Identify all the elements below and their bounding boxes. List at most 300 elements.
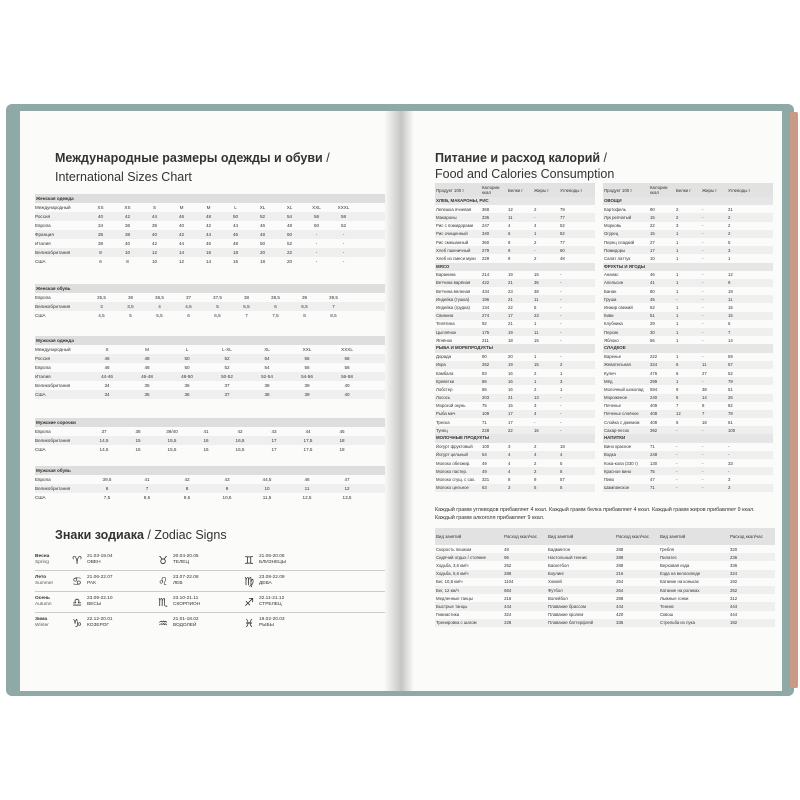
food-row: [435, 475, 595, 483]
food-value: 100: [728, 427, 736, 433]
header-cell: Расход ккал/час: [616, 534, 649, 539]
food-value: 408: [650, 419, 658, 425]
size-value: 8,5: [330, 313, 337, 318]
food-value: -: [702, 444, 704, 450]
food-name: Хлеб из смеси муки: [436, 255, 476, 261]
food-value: 1: [534, 378, 537, 384]
zodiac-row: [35, 591, 385, 612]
size-value: 46: [104, 365, 110, 370]
size-value: 6: [105, 486, 109, 491]
size-section-mens-shirts: [35, 418, 385, 454]
size-row: [35, 427, 385, 436]
size-value: 20: [286, 259, 293, 264]
activity-name: Бег, 12 км/ч: [436, 587, 459, 593]
food-value: 203: [482, 395, 490, 401]
size-value: 50: [259, 241, 266, 246]
activity-kcal: 324: [504, 612, 512, 618]
food-value: 47: [650, 476, 655, 482]
size-value: 39/40: [166, 429, 178, 434]
food-value: 1: [534, 354, 537, 360]
food-value: -: [702, 452, 704, 458]
zodiac-name: КОЗЕРОГ: [87, 623, 109, 628]
food-value: 77: [560, 214, 565, 220]
season-ru: Зима: [35, 617, 48, 622]
food-value: 5: [534, 305, 537, 311]
size-value: 10: [264, 486, 270, 491]
activity-row: [435, 611, 547, 619]
activity-header: [659, 528, 775, 545]
food-value: 90: [650, 206, 655, 212]
food-value: -: [676, 452, 678, 458]
activity-name: Хоккей: [548, 579, 562, 585]
food-table-header: [603, 183, 773, 197]
food-value: 4: [508, 460, 511, 466]
food-name: Картофель: [604, 206, 627, 212]
food-value: -: [702, 296, 704, 302]
food-value: 15: [508, 403, 513, 409]
food-value: 2: [728, 214, 731, 220]
food-value: 92: [482, 321, 487, 327]
food-row: [435, 443, 595, 451]
activity-kcal: 684: [504, 587, 512, 593]
size-value: 56: [304, 365, 310, 370]
size-value: 35: [151, 223, 158, 228]
activity-row: [547, 553, 659, 561]
food-value: 18: [702, 419, 707, 425]
food-value: -: [702, 476, 704, 482]
size-value: 54: [264, 356, 270, 361]
size-value: 48: [259, 232, 266, 237]
food-value: 22: [508, 305, 513, 311]
activity-row: [659, 561, 775, 569]
size-row: [35, 390, 385, 399]
activity-name: Настольный теннис: [548, 554, 588, 560]
header-cell: Расход ккал/час: [504, 534, 537, 539]
food-value: 175: [482, 329, 490, 335]
food-value: 2: [676, 214, 679, 220]
size-value: XL: [286, 205, 293, 210]
food-value: 2: [534, 370, 537, 376]
food-value: -: [702, 214, 704, 220]
size-value: 50: [286, 232, 293, 237]
food-value: 71: [650, 444, 655, 450]
zodiac-dates: 21.06-22.07: [87, 575, 113, 580]
food-value: 57: [560, 476, 565, 482]
zodiac-dates: 21.05-20.06: [259, 554, 285, 559]
food-value: 299: [650, 378, 658, 384]
size-row: [35, 311, 385, 320]
size-value: L: [234, 205, 237, 210]
size-value: 16,5: [235, 447, 245, 452]
food-value: -: [560, 329, 562, 335]
food-row: [603, 451, 773, 459]
size-row-label: Россия: [35, 356, 51, 361]
food-value: 3: [676, 223, 679, 229]
activity-kcal: 252: [730, 587, 738, 593]
food-value: 1: [676, 231, 679, 237]
food-value: 27: [702, 370, 707, 376]
activity-name: Ходьба, 3,6 км/ч: [436, 562, 469, 568]
food-value: 19: [508, 329, 513, 335]
zodiac-sign: [156, 596, 242, 609]
food-row: [603, 303, 773, 311]
food-value: 78: [728, 411, 733, 417]
food-value: -: [534, 419, 536, 425]
size-row: [35, 381, 385, 390]
food-value: 5: [560, 460, 563, 466]
food-row: [603, 336, 773, 344]
activity-kcal: 336: [616, 620, 624, 626]
section-header: Мужские сорочки: [35, 418, 385, 427]
size-row-label: Международный: [35, 205, 71, 210]
food-value: -: [560, 419, 562, 425]
activity-kcal: 288: [616, 595, 624, 601]
food-value: 83: [482, 370, 487, 376]
food-value: -: [702, 468, 704, 474]
food-name: Индейка (тушка): [436, 296, 470, 302]
food-name: Креветки: [436, 378, 455, 384]
food-value: 1: [534, 321, 537, 327]
food-row: [603, 385, 773, 393]
food-name: Груша: [604, 296, 617, 302]
size-row-label: Великобритания: [35, 250, 71, 255]
size-value: 43: [224, 477, 230, 482]
size-value: 4,5: [98, 313, 105, 318]
size-value: 39: [301, 295, 308, 300]
size-section-womens-clothing: [35, 194, 385, 266]
food-value: 17: [508, 313, 513, 319]
section-header: Мужская обувь: [35, 466, 385, 475]
food-name: Морковь: [604, 223, 622, 229]
size-value: 16: [203, 447, 209, 452]
food-value: -: [676, 485, 678, 491]
food-value: 9: [676, 386, 679, 392]
section-header: Мужская одежда: [35, 336, 385, 345]
food-row: [603, 254, 773, 262]
food-value: 7: [676, 403, 679, 409]
size-row: [35, 212, 385, 221]
food-value: 7: [728, 329, 731, 335]
activity-row: [547, 619, 659, 627]
food-value: 45: [650, 296, 655, 302]
gutter-shadow-right: [402, 111, 414, 691]
food-value: -: [728, 468, 730, 474]
food-value: 1: [676, 329, 679, 335]
size-value: 34: [97, 223, 104, 228]
food-value: -: [560, 354, 562, 360]
size-value: 20: [259, 250, 266, 255]
size-row: [35, 230, 385, 239]
activity-row: [435, 570, 547, 578]
food-value: -: [702, 460, 704, 466]
zodiac-dates: 23.10-21.11: [173, 596, 199, 601]
size-row-label: Европа: [35, 365, 51, 370]
size-value: 58: [344, 356, 350, 361]
size-value: -: [342, 232, 345, 237]
food-value: 21: [508, 296, 513, 302]
page-edge: [790, 112, 798, 688]
size-value: 39,5: [329, 295, 338, 300]
activity-name: Бадминтон: [548, 546, 571, 552]
size-value: M: [145, 347, 149, 352]
size-value: XXXL: [337, 205, 350, 210]
food-name: Лепешка ячневая: [436, 206, 472, 212]
zodiac-name: ОВЕН: [87, 560, 101, 565]
size-value: 37: [224, 383, 230, 388]
food-value: 1: [676, 337, 679, 343]
size-value: XXXL: [341, 347, 353, 352]
zodiac-dates: 19.02-20.03: [259, 617, 285, 622]
activity-row: [435, 594, 547, 602]
food-row: [603, 320, 773, 328]
size-value: 39: [304, 383, 310, 388]
food-value: -: [702, 305, 704, 311]
activity-name: Сквош: [660, 612, 674, 618]
activity-row: [435, 545, 547, 553]
food-value: 38: [702, 386, 707, 392]
food-value: -: [676, 444, 678, 450]
food-value: 5: [560, 468, 563, 474]
size-value: 48: [205, 214, 212, 219]
food-value: 21: [728, 206, 733, 212]
zodiac-season: [35, 575, 70, 587]
size-value: 36: [127, 295, 134, 300]
food-value: 3: [508, 485, 511, 491]
food-row: [435, 336, 595, 344]
activity-name: Верховая езда: [660, 562, 690, 568]
food-value: 15: [728, 313, 733, 319]
size-value: 44,5: [262, 477, 272, 482]
size-value: 38,5: [271, 295, 280, 300]
activity-header: [547, 528, 659, 545]
size-row: [35, 493, 385, 502]
size-value: 37: [224, 392, 230, 397]
food-value: -: [676, 296, 678, 302]
size-value: 13,5: [342, 495, 352, 500]
food-row: [603, 205, 773, 213]
food-value: 33: [728, 460, 733, 466]
food-value: -: [560, 296, 562, 302]
activity-kcal: 444: [730, 612, 738, 618]
food-value: 6: [728, 321, 731, 327]
size-value: 52-54: [261, 374, 273, 379]
activity-kcal: 252: [504, 562, 512, 568]
food-row: [603, 410, 773, 418]
size-value: 48: [144, 356, 150, 361]
size-value: 38: [243, 295, 250, 300]
header-cell: Белки г: [508, 187, 523, 193]
food-value: 11: [508, 214, 513, 220]
food-row: [435, 287, 595, 295]
zodiac-glyph-icon: ♈: [72, 553, 82, 567]
size-value: 36: [97, 232, 104, 237]
food-value: -: [702, 329, 704, 335]
size-row: [35, 436, 385, 445]
food-value: -: [560, 280, 562, 286]
food-name: Мёд: [604, 378, 613, 384]
food-row: [435, 385, 595, 393]
activity-name: Футбол: [548, 587, 563, 593]
food-value: 392: [650, 427, 658, 433]
zodiac-sign: [70, 554, 156, 567]
food-value: 36: [534, 280, 539, 286]
zodiac-name: ЛЕВ: [173, 581, 183, 586]
section-header: Женская одежда: [35, 194, 385, 203]
food-name: Мороженое: [604, 395, 628, 401]
food-value: 64: [482, 452, 487, 458]
food-value: 2: [534, 255, 537, 261]
size-row-label: Международный: [35, 347, 71, 352]
food-row: [435, 222, 595, 230]
header-cell: Углеводы г: [728, 187, 751, 193]
sizes-subtitle: International Sizes Chart: [55, 170, 192, 184]
size-value: 44: [151, 214, 158, 219]
food-name: Рис смешанный: [436, 239, 469, 245]
food-value: 408: [650, 411, 658, 417]
size-value: 46: [304, 477, 310, 482]
zodiac-text: [87, 596, 113, 608]
food-value: 4: [534, 223, 537, 229]
activity-table-3: [659, 528, 775, 627]
food-value: 17: [508, 411, 513, 417]
size-value: 18: [339, 438, 345, 443]
food-row: [603, 361, 773, 369]
activity-name: Ходьба, 5,6 км/ч: [436, 571, 469, 577]
food-name: Лосось: [436, 395, 451, 401]
size-value: 48-50: [181, 374, 193, 379]
food-value: 3: [728, 247, 731, 253]
size-value: 38: [97, 241, 104, 246]
food-row: [435, 394, 595, 402]
zodiac-sign: [242, 617, 328, 630]
size-row: [35, 354, 385, 363]
food-row: [435, 410, 595, 418]
size-value: 34: [104, 383, 110, 388]
food-value: 3: [534, 403, 537, 409]
food-value: 57: [728, 362, 733, 368]
food-value: 4: [560, 452, 563, 458]
food-value: 11: [728, 296, 733, 302]
activity-kcal: 324: [730, 571, 738, 577]
food-value: 11: [534, 329, 539, 335]
food-value: 6: [676, 370, 679, 376]
zodiac-name: ТЕЛЕЦ: [173, 560, 190, 565]
food-value: 16: [508, 378, 513, 384]
size-value: 14,5: [99, 438, 109, 443]
food-value: 252: [482, 362, 490, 368]
size-value: XL: [259, 205, 266, 210]
food-value: 9: [508, 255, 511, 261]
activity-name: Сидячий отдых / стояние: [436, 554, 486, 560]
size-value: 38: [264, 392, 270, 397]
food-value: 90: [482, 354, 487, 360]
activity-name: Быстрые танцы: [436, 603, 468, 609]
size-value: L: [185, 347, 189, 352]
food-value: 38: [534, 288, 539, 294]
food-value: -: [702, 337, 704, 343]
zodiac-row: [35, 570, 385, 591]
size-value: -: [315, 259, 318, 264]
size-row: [35, 239, 385, 248]
food-value: 222: [650, 354, 658, 360]
food-name: Печенье: [604, 403, 621, 409]
food-row: [603, 246, 773, 254]
food-name: Огурец: [604, 231, 619, 237]
food-value: 71: [650, 485, 655, 491]
size-value: 41: [144, 477, 150, 482]
activity-name: Гребля: [660, 546, 674, 552]
size-value: 50-52: [221, 374, 233, 379]
food-row: [603, 213, 773, 221]
food-value: 7: [702, 411, 705, 417]
zodiac-text: [173, 575, 199, 587]
food-row: [435, 459, 595, 467]
zodiac-dates: 23.09-22.10: [87, 596, 113, 601]
food-value: 75: [482, 403, 487, 409]
size-row-label: США: [35, 392, 46, 397]
food-value: 62: [650, 305, 655, 311]
size-value: 44: [178, 241, 185, 246]
size-value: 56: [304, 356, 310, 361]
activity-name: Баскетбол: [548, 562, 569, 568]
food-value: 211: [482, 337, 489, 343]
food-value: 5: [560, 485, 563, 491]
food-row: [603, 402, 773, 410]
food-name: Лук репчатый: [604, 214, 632, 220]
size-value: 36: [184, 392, 190, 397]
size-value: 40: [124, 241, 131, 246]
food-value: 1: [676, 247, 679, 253]
food-value: 41: [650, 280, 655, 286]
food-row: [435, 451, 595, 459]
zodiac-season: [35, 596, 70, 608]
food-value: 1: [676, 354, 679, 360]
zodiac-dates: 21.03-19.04: [87, 554, 113, 559]
food-value: 1: [676, 378, 679, 384]
zodiac-name: ВОДОЛЕЙ: [173, 623, 197, 628]
activity-kcal: 320: [730, 546, 738, 552]
food-value: 6: [676, 362, 679, 368]
food-value: 19: [508, 272, 513, 278]
activity-row: [435, 619, 547, 627]
food-name: Индейка (грудка): [436, 305, 470, 311]
size-value: 47: [344, 477, 350, 482]
size-value: 12: [151, 250, 158, 255]
food-row: [435, 402, 595, 410]
sizes-title: Международные размеры одежды и обуви /: [55, 151, 330, 165]
activity-row: [659, 586, 775, 594]
activity-row: [659, 619, 775, 627]
size-row-label: Европа: [35, 295, 51, 300]
food-value: -: [702, 378, 704, 384]
food-value: 214: [482, 272, 490, 278]
food-value: 11: [534, 296, 539, 302]
activity-name: Гимнастика: [436, 612, 460, 618]
food-name: Персик: [604, 329, 619, 335]
food-name: Морской окунь: [436, 403, 466, 409]
food-name: Шампанское: [604, 485, 630, 491]
size-value: 6,5: [214, 313, 221, 318]
activity-row: [547, 545, 659, 553]
food-value: 2: [728, 223, 731, 229]
zodiac-sign: [156, 617, 242, 630]
size-value: 14: [178, 250, 185, 255]
activity-kcal: 444: [504, 603, 512, 609]
food-value: 594: [650, 386, 658, 392]
size-value: 44: [232, 223, 239, 228]
zodiac-sign: [242, 596, 328, 609]
zodiac-glyph-icon: ♌: [158, 574, 168, 588]
